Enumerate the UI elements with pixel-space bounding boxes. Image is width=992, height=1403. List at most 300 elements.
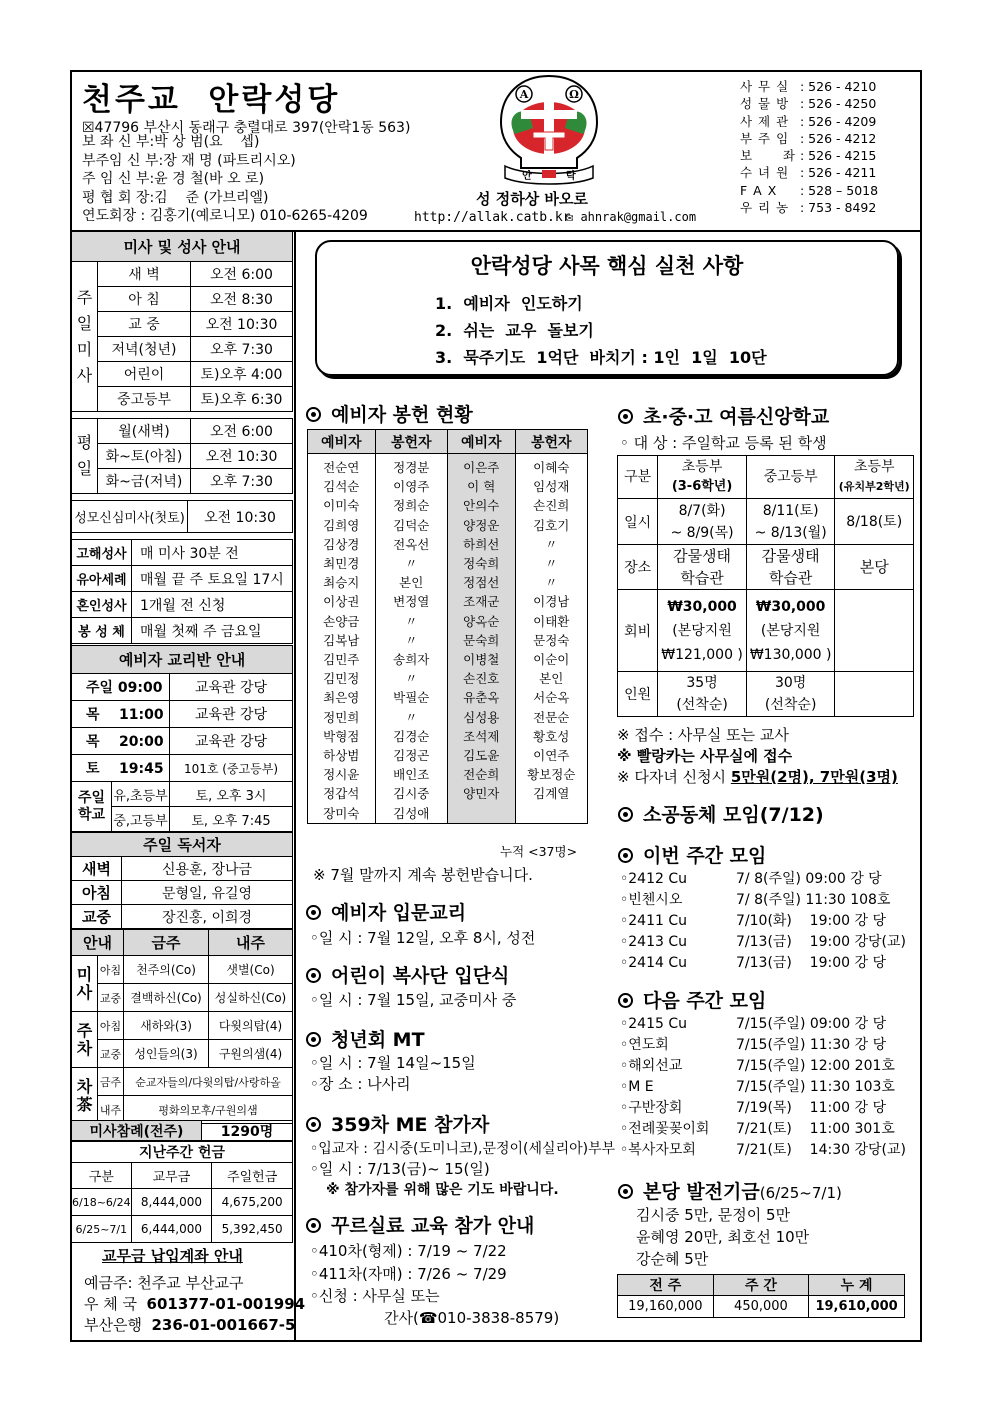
offer-name: 하상범 <box>323 748 360 764</box>
staff-line: 평 협 회 장:김 준 (가브리엘) <box>82 189 269 206</box>
offer-name: 손진희 <box>533 498 570 514</box>
offer-name: 김성애 <box>393 805 430 821</box>
this-week-item-time: 7/ 8(주일) 09:00 강 당 <box>736 871 882 887</box>
this-week-item <box>620 932 906 953</box>
offer-name: 이태환 <box>533 613 570 629</box>
offer-name: 송희자 <box>393 652 430 668</box>
class-place: 101호 (중고등부) <box>170 755 293 782</box>
cursillo-heading <box>306 1211 534 1238</box>
this-week-item-group: ◦2413 Cu <box>620 934 687 950</box>
mass-name: 새 벽 <box>98 262 191 287</box>
offer-name: 양정운 <box>463 517 500 533</box>
sacrament-name: 봉 성 체 <box>72 618 132 644</box>
sunday-label-char: 미 <box>76 339 93 359</box>
next-week-item-time: 7/19(목) 11:00 강 당 <box>736 1100 886 1116</box>
offer-name: 이혜숙 <box>533 460 570 475</box>
summer-header-line: 초등부 <box>681 459 723 475</box>
readers-title: 주일 독서자 <box>72 833 293 857</box>
phone-label: 부 주 임 <box>740 130 790 146</box>
this-week-item-group: ◦빈첸시오 <box>620 892 683 908</box>
mass-name: 어린이 <box>98 362 191 387</box>
fund-value: 19,610,000 <box>809 1296 905 1318</box>
svg-text:락: 락 <box>566 171 576 182</box>
logo-caption: 성 정하상 바오로 <box>476 190 588 208</box>
account-line <box>84 1315 305 1336</box>
offer-name: 김계열 <box>533 786 570 802</box>
summer-cell-line: 8/18(토) <box>846 513 903 530</box>
this-week-title: 이번 주간 모임 <box>643 845 767 867</box>
me-title: 359차 ME 참가자 <box>331 1114 490 1136</box>
offer-name: 김복남 <box>323 632 360 648</box>
offer-name: 이미숙 <box>323 498 360 514</box>
summer-cell-line: 8/7(화) <box>678 502 726 519</box>
next-week-item <box>620 1056 906 1077</box>
offer-name: 서순옥 <box>533 690 570 706</box>
sunday-label-char: 사 <box>76 365 93 385</box>
phone-row <box>740 113 878 130</box>
weekday-mass-label <box>72 419 98 494</box>
next-week-item-group: ◦구반장회 <box>620 1100 683 1116</box>
summer-cell-line: 감물생태 <box>761 547 820 565</box>
guide-mass-slot: 교중 <box>98 984 124 1012</box>
offer-col-sponsor-2 <box>515 454 588 824</box>
phone-label: 사 제 관 <box>740 113 790 129</box>
next-week-item <box>620 1035 906 1056</box>
offer-name: 양옥순 <box>463 613 500 629</box>
this-week-item <box>620 911 906 932</box>
summer-cell-b <box>746 672 835 717</box>
offer-name: 정숙희 <box>463 556 500 572</box>
attendance-value: 1290명 <box>202 1121 293 1142</box>
fund-header: 전 주 <box>618 1275 714 1296</box>
phone-label: 수 녀 원 <box>740 165 790 181</box>
staff-list <box>82 133 368 226</box>
summer-header-line: (3-6학년) <box>671 479 733 494</box>
pastoral-items <box>435 290 767 371</box>
summer-cell-line: (본당지원 <box>672 622 732 639</box>
offer-name: 변정열 <box>393 594 430 610</box>
website-link[interactable]: http://allak.catb.kr <box>414 210 571 225</box>
guide-mass-this-week: 천주의(Co) <box>124 956 209 984</box>
this-week-heading <box>618 841 766 868</box>
guide-mass-label-char: 사 <box>76 982 93 1002</box>
summer-cell-line: (선착순) <box>764 697 817 713</box>
phone-row <box>740 147 878 164</box>
offer-name: 김정곤 <box>393 748 430 764</box>
guide-table <box>71 929 293 1124</box>
phone-number: : 528 – 5018 <box>800 182 879 198</box>
me-heading <box>306 1110 489 1137</box>
phone-row <box>740 182 878 199</box>
summer-cell-c <box>835 499 914 545</box>
mass-time: 토)오후 4:00 <box>191 362 293 387</box>
next-week-list <box>620 1014 906 1161</box>
staff-line: 연도회장 : 김홍기(예로니모) 010-6265-4209 <box>82 208 368 224</box>
school-time: 토, 오후 3시 <box>170 782 293 807</box>
guide-mass-next-week: 성실하신(Co) <box>209 984 293 1012</box>
pastoral-item: 1. 예비자 인도하기 <box>435 294 583 313</box>
offer-name: 〃 <box>544 536 558 552</box>
guide-parking-label-char: 주 <box>76 1020 93 1040</box>
school-time: 토, 오후 7:45 <box>170 807 293 832</box>
summer-cell-b <box>746 590 835 672</box>
offer-name: 황보정순 <box>527 767 576 783</box>
offer-name: 정점선 <box>463 575 500 591</box>
intro-class-title: 예비자 입문교리 <box>331 902 467 924</box>
sacrament-name: 혼인성사 <box>72 592 132 618</box>
bullet-icon <box>306 1117 321 1132</box>
class-day: 토 19:45 <box>72 755 170 782</box>
offer-name: 이은주 <box>463 460 500 475</box>
bullet-icon <box>306 1032 321 1047</box>
offering-header: 구분 <box>72 1163 132 1189</box>
summer-cell-line: ₩30,000 <box>755 598 826 615</box>
account-number: 236-01-001667-5 <box>151 1316 296 1334</box>
bullet-icon <box>306 905 321 920</box>
offer-name: 정희순 <box>393 498 430 514</box>
pastoral-item: 2. 쉬는 교우 돌보기 <box>435 321 594 340</box>
fund-donor-line: 윤혜영 20만, 최호선 10만 <box>636 1228 810 1246</box>
weekday-label-char: 평 <box>76 433 93 452</box>
summer-cell-b <box>746 545 835 590</box>
summer-header-line: (유치부2학년) <box>838 480 910 493</box>
offer-name: 김덕순 <box>393 517 430 533</box>
summer-cell-line: 8/11(토) <box>762 502 819 519</box>
phone-number: : 526 - 4250 <box>800 96 877 112</box>
guide-parking-this-week: 성인들의(3) <box>124 1040 209 1068</box>
next-week-item-group: ◦M E <box>620 1079 654 1095</box>
offer-name: 정갑석 <box>323 786 360 802</box>
offer-name: 김민주 <box>323 652 360 668</box>
this-week-item-group: ◦2414 Cu <box>620 955 687 971</box>
offer-col-sponsor-1 <box>375 454 447 824</box>
bullet-icon <box>618 1184 633 1199</box>
column-divider <box>294 231 296 1342</box>
this-week-item <box>620 869 906 890</box>
guide-parking-slot: 아침 <box>98 1012 124 1040</box>
guide-mass-label-char: 미 <box>76 964 93 984</box>
phone-row <box>740 78 878 95</box>
weekday-table <box>71 418 293 494</box>
offer-name: 하희선 <box>463 536 500 552</box>
offering-cell: 5,392,450 <box>212 1216 293 1243</box>
sunday-school-label <box>72 782 112 832</box>
phone-number: : 526 - 4211 <box>800 165 877 181</box>
offering-table <box>71 1140 293 1243</box>
svg-text:Ω: Ω <box>569 88 579 101</box>
fund-value: 450,000 <box>713 1296 808 1318</box>
phone-row <box>740 95 878 112</box>
sacrament-desc: 매 미사 30분 전 <box>132 540 293 566</box>
fund-lines <box>636 1204 809 1270</box>
youth-mt-line: ◦장 소 : 나사리 <box>310 1075 411 1093</box>
bullet-icon <box>618 807 633 822</box>
readers-table <box>71 832 293 929</box>
mass-time: 오후 7:30 <box>191 337 293 362</box>
bank-name: 우 체 국 <box>84 1295 147 1313</box>
offer-name: 심성용 <box>463 709 500 725</box>
reader-mass: 아침 <box>72 881 122 905</box>
offer-name: 김호기 <box>533 517 570 533</box>
offer-name: 박형점 <box>323 728 360 744</box>
guide-parking-next-week: 구원의샘(4) <box>209 1040 293 1068</box>
phone-label: 우 리 농 <box>740 200 790 216</box>
offer-name: 전문순 <box>533 709 570 725</box>
sunday-mass-label <box>72 262 98 412</box>
offer-name: 김도윤 <box>463 748 500 764</box>
summer-cell-line: (본당지원 <box>760 622 821 639</box>
summer-note-3: ※ 다자녀 신청시 5만원(2명), 7만원(3명) <box>617 768 898 786</box>
fund-title: 본당 발전기금 <box>643 1181 760 1203</box>
catechumen-class-title: 예비자 교리반 안내 <box>72 646 293 674</box>
cursillo-title: 꾸르실료 교육 참가 안내 <box>331 1215 535 1237</box>
staff-line: 주 임 신 부:윤 경 철(바 오 로) <box>82 171 265 187</box>
offer-name: 임성재 <box>533 479 570 495</box>
offer-name: 〃 <box>404 613 418 629</box>
offer-header: 봉헌자 <box>375 430 447 454</box>
next-week-item-group: ◦전례꽃꽂이회 <box>620 1121 710 1137</box>
summer-cell-line: ~ 8/13(월) <box>754 524 827 541</box>
summer-header <box>835 456 914 499</box>
account-lines <box>84 1273 305 1336</box>
summer-header <box>746 456 835 499</box>
summer-header-line: 구분 <box>624 468 652 485</box>
offer-name: 본인 <box>399 575 424 591</box>
heart-mass-table <box>71 500 293 533</box>
next-week-item-time: 7/21(토) 11:00 301호 <box>736 1121 895 1137</box>
weekday-label-char: 일 <box>76 459 93 478</box>
summer-cell-a <box>658 590 747 672</box>
offer-name: 이병철 <box>463 652 500 668</box>
summer-header-line: 초등부 <box>853 459 895 475</box>
guide-tea-slot: 내주 <box>98 1096 124 1124</box>
offer-status-heading <box>306 400 473 427</box>
offer-note: ※ 7월 말까지 계속 봉헌받습니다. <box>313 866 533 884</box>
mass-time: 오전 6:00 <box>191 419 293 444</box>
bullet-icon <box>618 993 633 1008</box>
offer-name: 박필순 <box>393 690 430 706</box>
next-week-item-time: 7/21(토) 14:30 강당(교) <box>736 1142 906 1158</box>
offer-name: 배인조 <box>393 767 430 783</box>
mass-time: 오전 10:30 <box>191 444 293 469</box>
guide-tea-slot: 금주 <box>98 1068 124 1096</box>
offer-name: 이상권 <box>323 594 360 610</box>
youth-mt-line: ◦일 시 : 7월 14일~15일 <box>310 1054 476 1072</box>
summer-note-1: ※ 접수 : 사무실 또는 교사 <box>617 726 789 744</box>
fund-header: 주 간 <box>713 1275 808 1296</box>
phone-label: 보 좌 <box>740 148 796 164</box>
this-week-item <box>620 890 906 911</box>
this-week-item <box>620 953 906 974</box>
summer-cell-line: 학습관 <box>680 569 724 587</box>
small-comm-heading <box>618 800 824 827</box>
offering-title: 지난주간 헌금 <box>72 1141 293 1163</box>
mass-name: 월(새벽) <box>98 419 191 444</box>
offer-name: 〃 <box>404 556 418 572</box>
offer-name: 〃 <box>544 575 558 591</box>
reader-names: 문형일, 유길영 <box>122 881 293 905</box>
next-week-title: 다음 주간 모임 <box>643 990 767 1012</box>
offer-header: 예비자 <box>308 430 376 454</box>
offering-cell: 8,444,000 <box>131 1189 212 1216</box>
phone-row <box>740 130 878 147</box>
guide-tea-label <box>72 1068 98 1124</box>
sacrament-name: 고해성사 <box>72 540 132 566</box>
this-week-item-time: 7/13(금) 19:00 강당(교) <box>736 934 906 950</box>
reader-names: 장진홍, 이희경 <box>122 905 293 929</box>
summer-cell-a <box>658 545 747 590</box>
class-day: 주일 09:00 <box>72 674 170 701</box>
summer-header-line: 중고등부 <box>763 468 818 485</box>
fund-donor-line: 강순혜 5만 <box>636 1250 709 1268</box>
offer-name: 〃 <box>404 632 418 648</box>
fund-header: 누 계 <box>809 1275 905 1296</box>
youth-mt-heading <box>306 1025 425 1052</box>
phone-label: 성 물 방 <box>740 96 790 112</box>
summer-cell-a <box>658 499 747 545</box>
next-week-item-time: 7/15(주일) 11:30 103호 <box>736 1079 895 1095</box>
mass-time: 토)오후 6:30 <box>191 387 293 412</box>
offer-name: 본인 <box>539 671 564 687</box>
next-week-item <box>620 1014 906 1035</box>
altar-title: 어린이 복사단 입단식 <box>331 965 510 987</box>
next-week-item-time: 7/15(주일) 12:00 201호 <box>736 1058 895 1074</box>
phone-label: 사 무 실 <box>740 79 790 94</box>
offering-cell: 6/18~6/24 <box>72 1189 132 1216</box>
mass-name: 화~토(아침) <box>98 444 191 469</box>
offering-cell: 6,444,000 <box>131 1216 212 1243</box>
account-line: 예금주: 천주교 부산교구 <box>84 1274 244 1292</box>
intro-class-heading <box>306 898 466 925</box>
mass-name: 화~금(저녁) <box>98 469 191 494</box>
fund-heading <box>618 1177 842 1204</box>
bullet-icon <box>306 1218 321 1233</box>
cursillo-line-3: ◦신청 : 사무실 또는 <box>310 1287 440 1305</box>
offer-name: 문정숙 <box>533 632 570 648</box>
offer-name: 정시윤 <box>323 767 360 783</box>
offer-name: 조석제 <box>463 728 500 744</box>
offer-status-title: 예비자 봉헌 현황 <box>331 404 473 426</box>
svg-text:A: A <box>519 88 529 101</box>
guide-header: 내주 <box>209 930 293 956</box>
fund-value: 19,160,000 <box>618 1296 714 1318</box>
summer-cell-c <box>835 590 914 672</box>
mass-name: 저녁(청년) <box>98 337 191 362</box>
summer-cell-line: ₩130,000 ) <box>749 646 832 663</box>
me-line-1: ◦입교자 : 김시중(도미니코),문정이(세실리아)부부 <box>310 1141 616 1157</box>
offer-col-candidate-1 <box>308 454 376 824</box>
phone-number: : 526 - 4212 <box>800 130 877 146</box>
this-week-list <box>620 869 906 974</box>
phone-row <box>740 164 878 181</box>
offer-name: 〃 <box>404 671 418 687</box>
bullet-icon <box>306 407 321 422</box>
offer-name: 최은영 <box>323 690 360 706</box>
guide-mass-next-week: 샛별(Co) <box>209 956 293 984</box>
guide-parking-next-week: 다윗의탑(4) <box>209 1012 293 1040</box>
offer-name: 황호성 <box>533 728 570 744</box>
guide-parking-this-week: 새하와(3) <box>124 1012 209 1040</box>
offer-name: 김경순 <box>393 728 430 744</box>
this-week-item-time: 7/ 8(주일) 11:30 108호 <box>736 892 891 908</box>
offer-name: 조재군 <box>463 594 500 610</box>
class-place: 교육관 강당 <box>170 701 293 728</box>
bank-name: 부산은행 <box>84 1316 152 1334</box>
offer-name: 김민정 <box>323 671 360 687</box>
offer-name: 문숙희 <box>463 632 500 648</box>
offer-name: 양민자 <box>463 786 500 802</box>
guide-mass-this-week: 결백하신(Co) <box>124 984 209 1012</box>
offer-header: 예비자 <box>447 430 515 454</box>
offering-cell: 4,675,200 <box>212 1189 293 1216</box>
summer-cell-a <box>658 672 747 717</box>
staff-line: 부주임 신 부:장 재 명 (파트리시오) <box>82 152 296 169</box>
offer-name <box>516 804 588 823</box>
mass-time: 오전 10:30 <box>191 312 293 337</box>
summer-row-label: 일시 <box>618 499 658 545</box>
guide-tea-label-char: 茶 <box>76 1094 93 1114</box>
summer-cell-c <box>835 672 914 717</box>
guide-tea-label-char: 차 <box>76 1076 93 1096</box>
offer-total: 누적 <37명> <box>500 844 578 859</box>
offer-col-candidate-2 <box>447 454 515 824</box>
guide-mass-label <box>72 956 98 1012</box>
summer-cell-line: ₩121,000 ) <box>661 646 743 663</box>
mass-name: 중고등부 <box>98 387 191 412</box>
parish-logo <box>493 72 605 188</box>
offer-name: 정경분 <box>393 460 430 475</box>
next-week-item-group: ◦복사자모회 <box>620 1142 696 1158</box>
attendance-label: 미사참례(전주) <box>72 1121 202 1142</box>
mass-schedule-table <box>71 231 293 412</box>
email-link[interactable]: ✉ ahnrak@gmail.com <box>566 210 697 224</box>
fund-table <box>617 1274 905 1318</box>
next-week-item <box>620 1119 906 1140</box>
sacrament-desc: 매월 끝 주 토요일 17시 <box>132 566 293 592</box>
me-line-3: ※ 참가자를 위해 많은 기도 바랍니다. <box>326 1182 559 1198</box>
bullet-icon <box>618 409 633 424</box>
offer-name: 유춘옥 <box>463 690 500 706</box>
summer-header <box>618 456 658 499</box>
class-day: 목 20:00 <box>72 728 170 755</box>
summer-school-heading <box>618 402 829 429</box>
summer-school-table <box>617 455 914 717</box>
youth-mt-lines <box>310 1053 476 1095</box>
svg-text:안: 안 <box>522 171 532 182</box>
cursillo-line-4: 간사(☎010-3838-8579) <box>384 1309 560 1327</box>
summer-cell-line: 35명 <box>686 675 718 691</box>
this-week-item-group: ◦2411 Cu <box>620 913 687 929</box>
account-number: 601377-01-001994 <box>146 1295 306 1313</box>
pastoral-item: 3. 묵주기도 1억단 바치기 : 1인 1일 10단 <box>435 348 767 367</box>
guide-tea-value: 평화의모후/구원의샘 <box>124 1096 293 1124</box>
sacrament-desc: 1개월 전 신청 <box>132 592 293 618</box>
guide-header: 금주 <box>124 930 209 956</box>
reader-names: 신용훈, 장나금 <box>122 857 293 881</box>
guide-header: 안내 <box>72 930 124 956</box>
next-week-item <box>620 1077 906 1098</box>
heart-mass-name: 성모신심미사(첫토) <box>72 501 188 533</box>
mass-title: 미사 및 성사 안내 <box>72 232 293 262</box>
phone-number: : 526 - 4210 <box>800 79 877 94</box>
summer-cell-line: 학습관 <box>768 569 813 587</box>
summer-cell-line: ₩30,000 <box>667 598 737 615</box>
summer-cell-line: 감물생태 <box>673 547 732 565</box>
intro-class-line: ◦일 시 : 7월 12일, 오후 8시, 성전 <box>310 929 536 947</box>
offer-header: 봉헌자 <box>515 430 588 454</box>
reader-mass: 교중 <box>72 905 122 929</box>
offer-name: 이연주 <box>533 748 570 764</box>
